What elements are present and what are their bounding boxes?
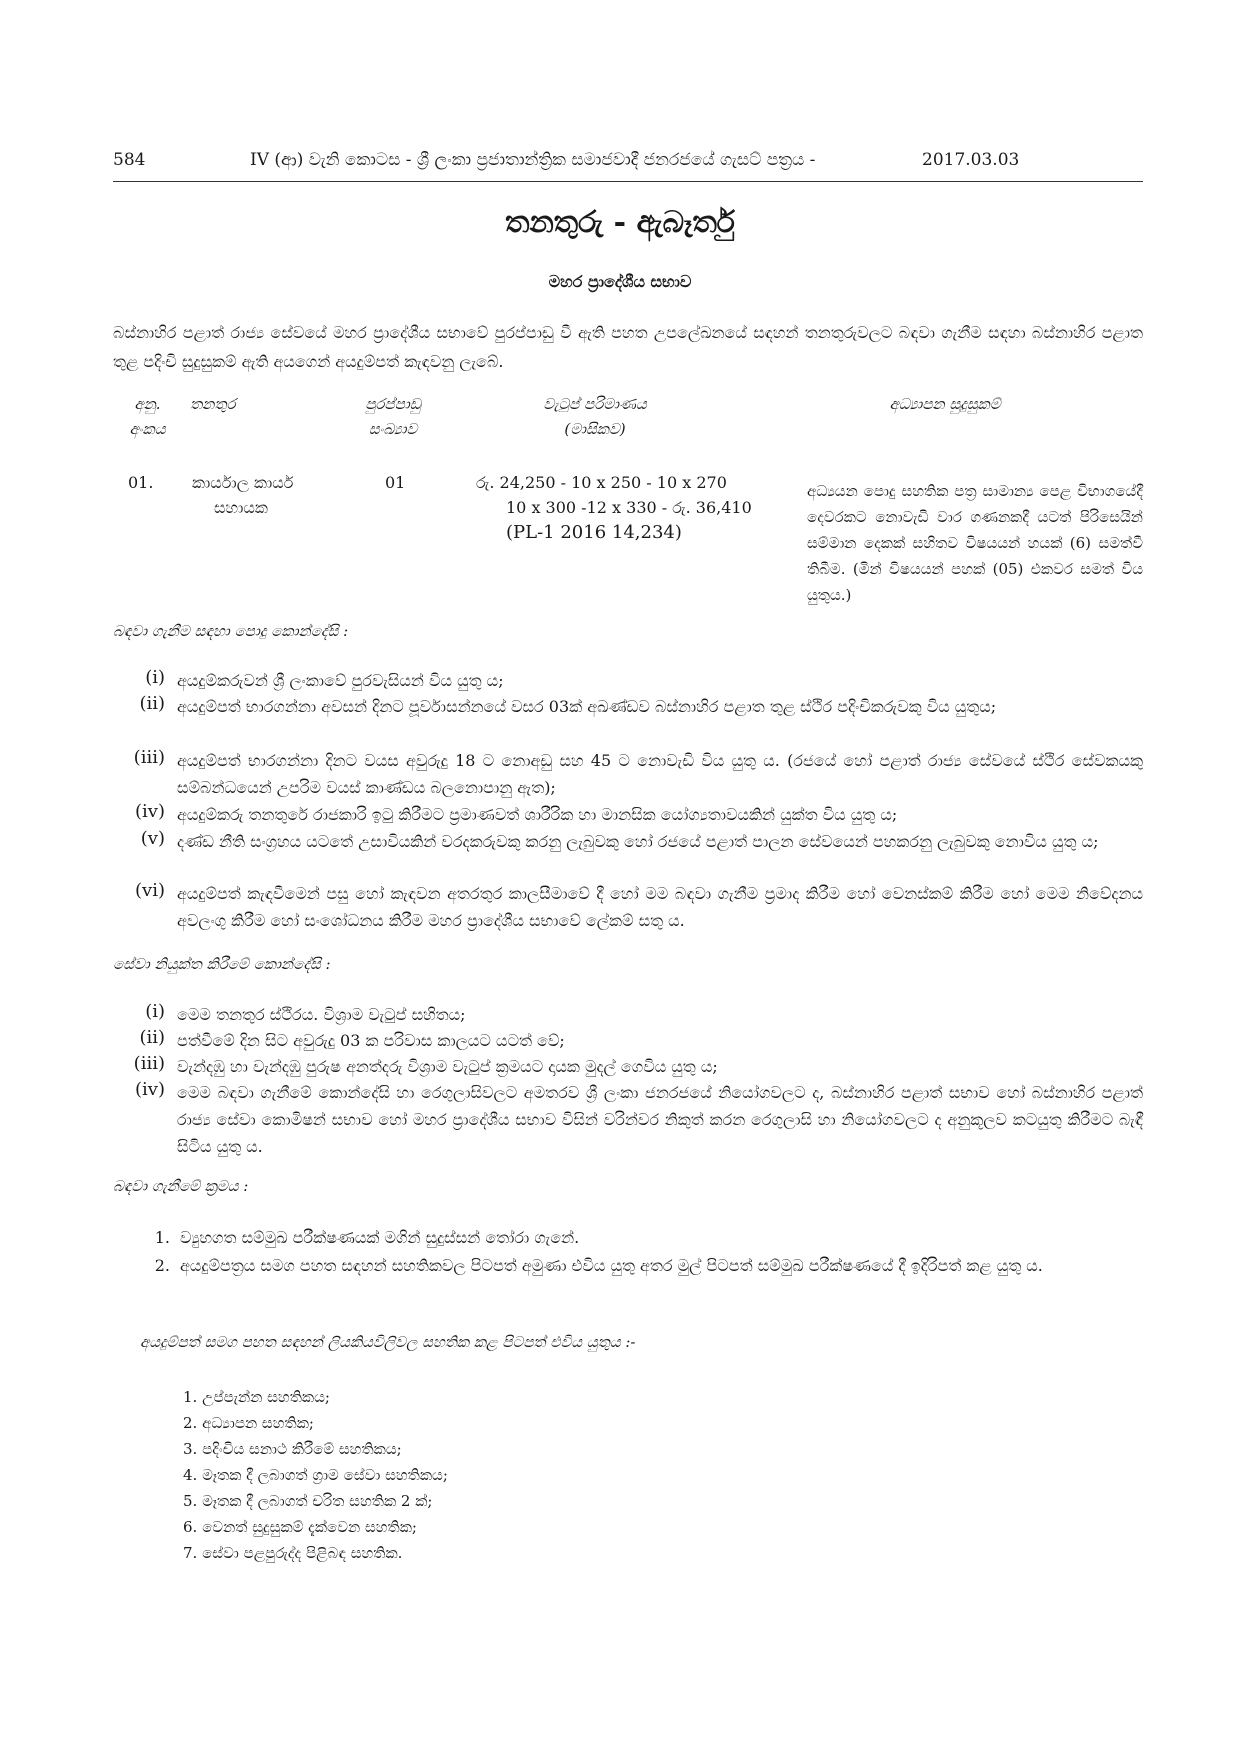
col-header-no-line1: අනු. <box>134 395 161 413</box>
col-header-salary-line1: වැටුප් පරිමාණය <box>543 395 647 413</box>
row-post <box>192 470 342 520</box>
intro-paragraph: බස්නාහිර පළාත් රාජ්‍ය සේවයේ මහර ප්‍රාදේශීය සභාවේ පුරප්පාඩු වී ඇති පහත උපලේඛනයේ සඳහන් තනතුරුවලට බඳවා ගැනීම සඳහා බස්නාහිර පළාත තුළ පදිංචි සුදුසුකම් ඇති අයගෙන් අයදුම්පත් කැඳවනු ලැබේ. <box>113 323 1143 371</box>
documents-list <box>183 1384 448 1566</box>
gc-num-5: (v) <box>140 828 165 849</box>
col-header-no-line2: අංකය <box>129 420 166 438</box>
row-post-line1: කාර්යාල කාර්ය <box>192 473 294 492</box>
rm-text-1: ව්‍යුහගත සම්මුඛ පරීක්ෂණයක් මගින් සුදුස්සන් තෝරා ගැනේ. <box>180 1228 580 1247</box>
sc-text-3: වැන්දඹු හා වැන්දඹු පුරුෂ අනත්දරු විශ්‍රාම වැටුප් ක්‍රමයට දායක මුදල් ගෙවිය යුතු ය; <box>177 1057 718 1076</box>
gc-text-5: දණ්ඩ නීති සංග්‍රහය යටතේ උසාවියකින් වරදකරුවකු කරනු ලැබුවකු හෝ රජයේ පළාත් පාලන සේවයෙන් පහකරනු ලැබුවකු නොවිය යුතු ය; <box>177 832 1099 851</box>
document-item: 1. උප්පැන්න සහතිකය; <box>183 1388 330 1406</box>
col-header-salary-line2: (මාසිකව) <box>564 420 626 438</box>
sc-text-4: මෙම බඳවා ගැනීමේ කොන්දේසි හා රෙගුලාසිවලට අමතරව ශ්‍රී ලංකා ජනරජයේ නියෝගවලට ද, බස්නාහිර පළාත් සභාව හෝ බස්නාහිර පළාත් රාජ්‍ය සේවා කොමිෂන් සභාව හෝ මහර ප්‍රාදේශීය සභාව විසින් වරින්වර නිකුත් කරන රෙගුලාසි හා නියෝගවලට ද අනුකූලව කටයුතු කිරීමට බැඳී සිටිය යුතු ය. <box>177 1083 1143 1156</box>
sc-num-3: (iii) <box>133 1053 165 1074</box>
general-conditions-heading: බඳවා ගැනීම සඳහා පොදු කොන්දේසි : <box>113 622 349 640</box>
gc-num-3: (iii) <box>133 747 165 768</box>
recruitment-method-heading: බඳවා ගැනීමේ ක්‍රමය : <box>113 1177 249 1195</box>
gazette-header-title: IV (ආ) වැනි කොටස - ශ්‍රී ලංකා ප්‍රජාතාන්ත්‍රික සමාජවාදී ජනරජයේ ගැසට් පත්‍රය - <box>250 150 816 170</box>
row-qualification: අධ්‍යයන පොදු සහතික පත්‍ර සාමාන්‍ය පෙළ විභාගයේදී දෙවරකට නොවැඩි වාර ගණනකදී යටත් පිරිසෙයින් සම්මාන දෙකක් සහිතව විෂයයන් හයක් (6) සමත්වී තිබීම. (මින් විෂයයන් පහක් (05) එකවර සමත් විය යුතුය.) <box>807 482 1143 604</box>
gc-num-6: (vi) <box>135 880 165 901</box>
documents-heading: අයදුම්පත් සමග පහත සඳහන් ලියකියවිලිවල සහතික කළ පිටපත් එවිය යුතුය :- <box>140 1333 636 1351</box>
row-salary <box>476 470 776 545</box>
rm-num-1: 1. <box>154 1228 170 1247</box>
rm-num-2: 2. <box>154 1256 170 1275</box>
page-number: 584 <box>113 150 146 170</box>
sc-num-2: (ii) <box>139 1027 165 1048</box>
row-salary-code: (PL-1 2016 14,234) <box>506 522 682 543</box>
sc-num-1: (i) <box>145 1001 165 1022</box>
rm-text-2: අයදුම්පත්‍රය සමග පහත සඳහන් සහතිකවල පිටපත් අමුණා එවිය යුතු අතර මුල් පිටපත් සම්මුඛ පරීක්ෂණයේ දී ඉදිරිපත් කළ යුතු ය. <box>180 1256 1043 1275</box>
gc-text-1: අයදුම්කරුවන් ශ්‍රී ලංකාවේ පුරවැසියන් විය යුතු ය; <box>177 671 504 690</box>
gc-text-3: අයදුම්පත් භාරගන්නා දිනට වයස අවුරුදු 18 ට නොඅඩු සහ 45 ට නොවැඩි විය යුතු ය. (රජයේ හෝ පළාත් රාජ්‍ය සේවයේ ස්ථිර සේවකයකු සම්බන්ධයෙන් උපරිම වයස් කාණ්ඩය බලනොපානු ඇත); <box>177 751 1143 797</box>
page-subtitle: මහර ප්‍රාදේශීය සභාව <box>548 272 692 291</box>
col-header-vacancies-line2: සංඛ්‍යාව <box>368 420 418 438</box>
row-no: 01. <box>128 473 154 492</box>
header-rule <box>113 181 1143 182</box>
sc-num-4: (iv) <box>135 1079 165 1100</box>
gc-text-4: අයදුම්කරු තනතුරේ රාජකාරි ඉටු කිරීමට ප්‍රමාණවත් ශාරීරික හා මානසික යෝග්‍යතාවයකින් යුක්ත විය යුතු ය; <box>177 805 898 824</box>
document-item: 3. පදිංචිය සනාථ කිරීමේ සහතිකය; <box>183 1440 402 1458</box>
row-salary-line1: රු. 24,250 - 10 x 250 - 10 x 270 <box>476 473 727 492</box>
row-vacancies: 01 <box>385 473 406 492</box>
col-header-vacancies <box>348 392 438 442</box>
col-header-vacancies-line1: පුරප්පාඩු <box>365 395 421 413</box>
document-item: 7. සේවා පළපුරුද්ද පිළිබඳ සහතික. <box>183 1544 403 1562</box>
page-title: තනතුරු - ඇබෑර්තු <box>505 205 735 240</box>
col-header-post: තනතුර <box>190 395 236 413</box>
gc-num-2: (ii) <box>139 693 165 714</box>
gc-num-4: (iv) <box>135 801 165 822</box>
gazette-date: 2017.03.03 <box>922 150 1020 170</box>
document-item: 5. මෑතක දී ලබාගත් චරිත සහතික 2 ක්; <box>183 1492 433 1510</box>
service-conditions-heading: සේවා නියුක්ත කිරීමේ කොන්දේසි : <box>113 955 331 973</box>
col-header-no <box>120 392 175 442</box>
row-post-line2: සහායක <box>214 498 268 517</box>
document-item: 4. මෑතක දී ලබාගත් ග්‍රාම සේවා සහතිකය; <box>183 1466 448 1484</box>
document-item: 2. අධ්‍යාපන සහතික; <box>183 1414 314 1432</box>
gc-num-1: (i) <box>145 667 165 688</box>
col-header-salary <box>500 392 690 442</box>
col-header-qualification: අධ්‍යාපන සුදුසුකම් <box>889 395 1001 413</box>
sc-text-1: මෙම තනතුර ස්ථිරය. විශ්‍රාම වැටුප් සහිතය; <box>177 1005 466 1024</box>
document-item: 6. වෙනත් සුදුසුකම් දැක්වෙන සහතික; <box>183 1518 417 1536</box>
sc-text-2: පත්වීමේ දින සිට අවුරුදු 03 ක පරිවාස කාලයට යටත් වේ; <box>177 1031 565 1050</box>
row-salary-line2: 10 x 300 -12 x 330 - රු. 36,410 <box>506 498 752 517</box>
gc-text-6: අයදුම්පත් කැඳවීමෙන් පසු හෝ කැඳවන අතරතුර කාලසීමාවේ දී හෝ මම බඳවා ගැනීම ප්‍රමාද කිරීම හෝ වෙනස්කම් කිරීම හෝ මෙම නිවේදනය අවලංගු කිරීම හෝ සංශෝධනය කිරීම මහර ප්‍රාදේශීය සභාවේ ලේකම් සතු ය. <box>177 884 1144 930</box>
gc-text-2: අයදුම්පත් භාරගන්නා අවසන් දිනට පූර්වාසන්නයේ වසර 03ක් අඛණ්ඩව බස්නාහිර පළාත තුළ ස්ථිර පදිංචිකරුවකු විය යුතුය; <box>177 697 997 716</box>
